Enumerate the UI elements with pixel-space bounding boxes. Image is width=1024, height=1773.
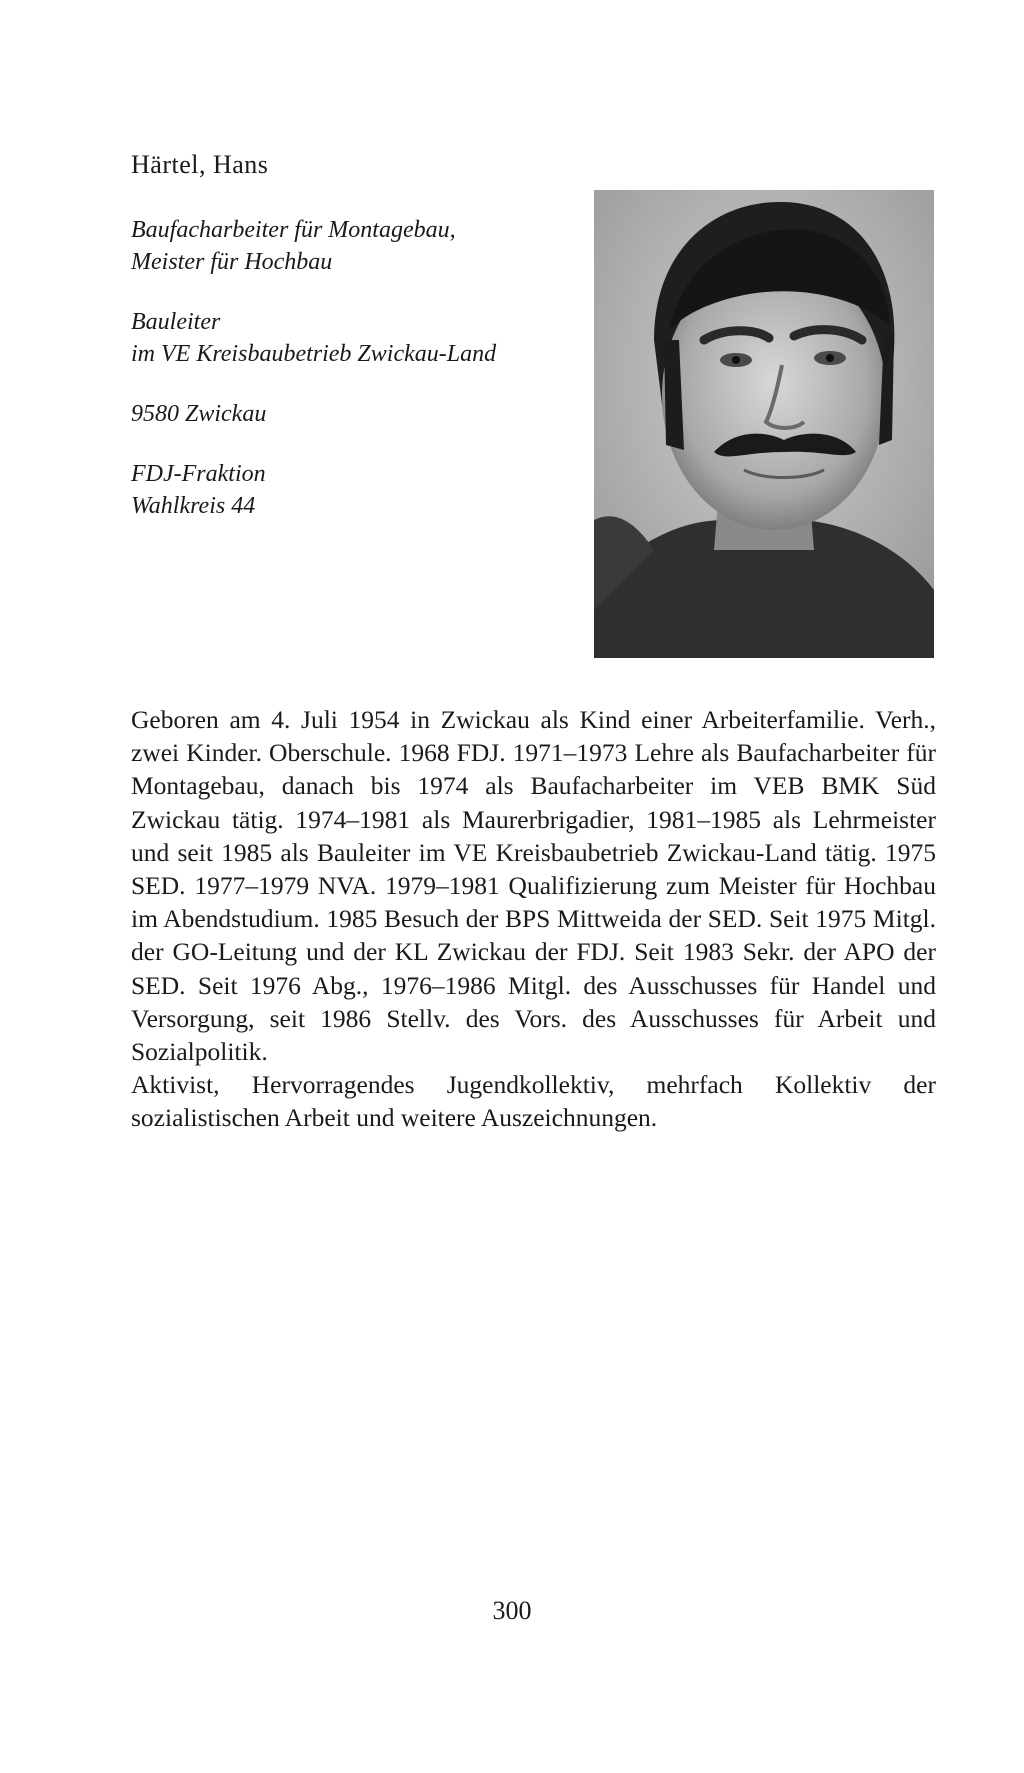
person-details — [131, 214, 601, 550]
faction-line-1: FDJ-Fraktion — [131, 461, 266, 487]
position-line-2: im VE Kreisbaubetrieb Zwickau-Land — [131, 341, 497, 367]
faction — [131, 458, 601, 522]
position-line-1: Bauleiter — [131, 309, 221, 335]
qualification-line-1: Baufacharbeiter für Montagebau, — [131, 217, 456, 243]
biography-paragraph-1: Geboren am 4. Juli 1954 in Zwickau als Kind einer Arbeiterfamilie. Verh., zwei Kinder. Oberschule. 1968 FDJ. 1971–1973 Lehre als Baufacharbeiter für Montagebau, danach bis 1974 als Baufacharbeiter im VEB BMK Süd Zwickau tätig. 1974–1981 als Maurerbrigadier, 1981–1985 als Lehrmeister und seit 1985 als Bauleiter im VE Kreisbaubetrieb Zwickau-Land tätig. 1975 SED. 1977–1979 NVA. 1979–1981 Qualifizierung zum Meister für Hochbau im Abendstudium. 1985 Besuch der BPS Mittweida der SED. Seit 1975 Mitgl. der GO-Leitung und der KL Zwickau der FDJ. Seit 1983 Sekr. der APO der SED. Seit 1976 Abg., 1976–1986 Mitgl. des Ausschusses für Handel und Versorgung, seit 1986 Stellv. des Vors. des Ausschusses für Arbeit und Sozialpolitik. — [131, 705, 936, 1067]
biography — [131, 703, 936, 1135]
position — [131, 306, 601, 370]
location — [131, 398, 601, 430]
faction-line-2: Wahlkreis 44 — [131, 493, 256, 519]
qualification-line-2: Meister für Hochbau — [131, 249, 333, 275]
person-name: Härtel, Hans — [131, 150, 269, 179]
location-line: 9580 Zwickau — [131, 401, 267, 427]
portrait-illustration — [594, 190, 934, 658]
portrait-photo — [594, 190, 934, 658]
qualification — [131, 214, 601, 278]
biography-paragraph-2: Aktivist, Hervorragendes Jugendkollektiv, mehrfach Kollektiv der sozialistischen Arbeit und weitere Auszeichnungen. — [131, 1070, 936, 1133]
page-number: 300 — [492, 1596, 532, 1625]
